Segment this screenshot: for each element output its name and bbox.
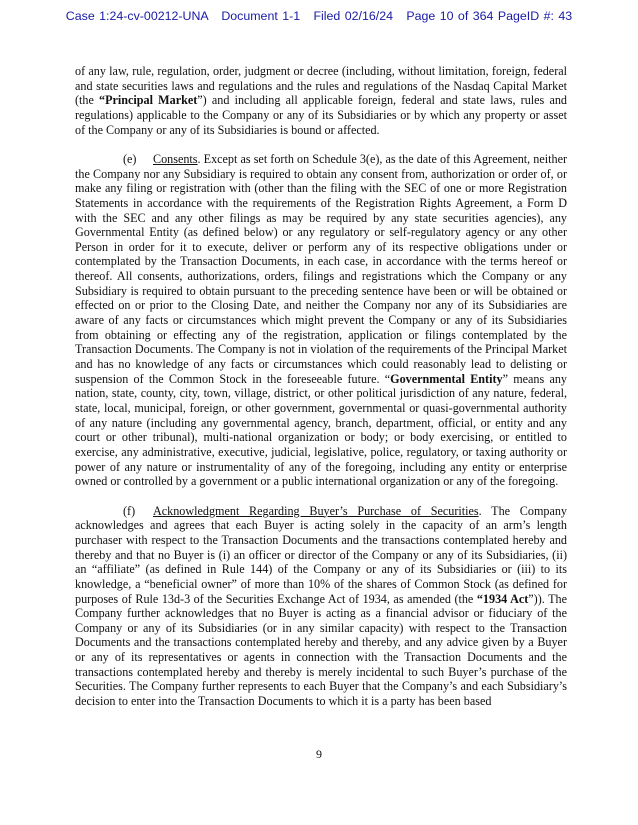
page-id: PageID #: 43 — [497, 9, 573, 23]
defined-term-principal-market: “Principal Market — [99, 93, 198, 108]
section-f-acknowledgment — [75, 504, 567, 709]
page-count: Page 10 of 364 — [406, 9, 494, 23]
section-e-consents — [75, 152, 567, 489]
page-number: 9 — [316, 747, 322, 761]
court-filing-header — [0, 9, 638, 23]
text: . The Company acknowledges and agrees that each Buyer is acting solely in the capacity of an arm’s length purchaser with respect to the Transaction Documents and the transactions contemplated hereby and thereby and that no Buyer is (i) an officer or director of the Company or any of its Subsidiaries, (ii) an “affiliate” (as defined in Rule 144) of the Company or any of its Subsidiaries or (iii) to its knowledge, a “beneficial owner” of more than 10% of the shares of Common Stock (as defined for purposes of Rule 13d-3 of the Securities Exchange Act of 1934, as amended (the — [75, 503, 567, 606]
section-heading: Acknowledgment Regarding Buyer’s Purchase of Securities — [153, 503, 479, 518]
defined-term-1934-act: “1934 Act — [476, 591, 529, 606]
section-label: (f) — [123, 503, 136, 518]
document-body — [75, 64, 567, 723]
section-label: (e) — [123, 151, 137, 166]
text: ”)). The Company further acknowledges that no Buyer is acting as a financial advisor or fiduciary of the Company or any of its Subsidiaries (or in any similar capacity) with respect to the Transaction Documents and the transactions contemplated hereby and thereby, and any advice given by a Buyer or any of its representatives or agents in connection with the Transaction Documents and the transactions contemplated hereby and thereby is merely incidental to such Buyer’s purchase of the Securities. The Company further represents to each Buyer that the Company’s and each Subsidiary’s decision to enter into the Transaction Documents to which it is a party has been based — [75, 591, 567, 709]
paragraph-continuation — [75, 64, 567, 137]
case-number: Case 1:24-cv-00212-UNA — [65, 9, 208, 23]
document-number: Document 1-1 — [221, 9, 301, 23]
defined-term-governmental-entity: Governmental Entity — [390, 371, 503, 386]
filed-date: Filed 02/16/24 — [313, 9, 393, 23]
text: . Except as set forth on Schedule 3(e), as the date of this Agreement, neither the Company nor any Subsidiary is required to obtain any consent from, authorization or order of, or make any filing or registration with (other than the filing with the SEC of one or more Registration Statements in accordance with the requirements of the Registration Rights Agreement, a Form D with the SEC and any other filings as may be required by any state securities agencies), any Governmental Entity (as defined below) or any regulatory or self-regulatory agency or any other Person in order for it to execute, deliver or perform any of its respective obligations under or contemplated by the Transaction Documents, in each case, in accordance with the terms hereof or thereof. All consents, authorizations, orders, filings and registrations which the Company or any Subsidiary is required to obtain pursuant to the preceding sentence have been or will be obtained or effected on or prior to the Closing Date, and neither the Company nor any of its Subsidiaries are aware of any facts or circumstances which might prevent the Company or any of its Subsidiaries from obtaining or effecting any of the registration, application or filings contemplated by the Transaction Documents. The Company is not in violation of the requirements of the Principal Market and has no knowledge of any facts or circumstances which could reasonably lead to delisting or suspension of the Common Stock in the foreseeable future. “ — [75, 151, 567, 386]
text: ” means any nation, state, county, city, town, village, district, or other political jurisdiction of any nature, federal, state, local, municipal, foreign, or other government, governmental or quasi-governmental authority of any nature (including any governmental agency, branch, department, official, or entity and any court or other tribunal), multi-national organization or body; or body exercising, or entitled to exercise, any administrative, executive, judicial, legislative, police, regulatory, or taxing authority or power of any nature or instrumentality of any of the foregoing, including any entity or enterprise owned or controlled by a government or a public international organization or any of the foregoing. — [75, 371, 567, 489]
section-heading: Consents — [153, 151, 198, 166]
text: ”) and including all applicable foreign, federal and state laws, rules and regulations) applicable to the Company or any of its Subsidiaries or by which any property or asset of the Company or any of its Subsidiaries is bound or affected. — [75, 93, 567, 137]
text: of any law, rule, regulation, order, judgment or decree (including, without limitation, foreign, federal and state securities laws and regulations and the rules and regulations of the Nasdaq Capital Market (the — [75, 64, 567, 108]
